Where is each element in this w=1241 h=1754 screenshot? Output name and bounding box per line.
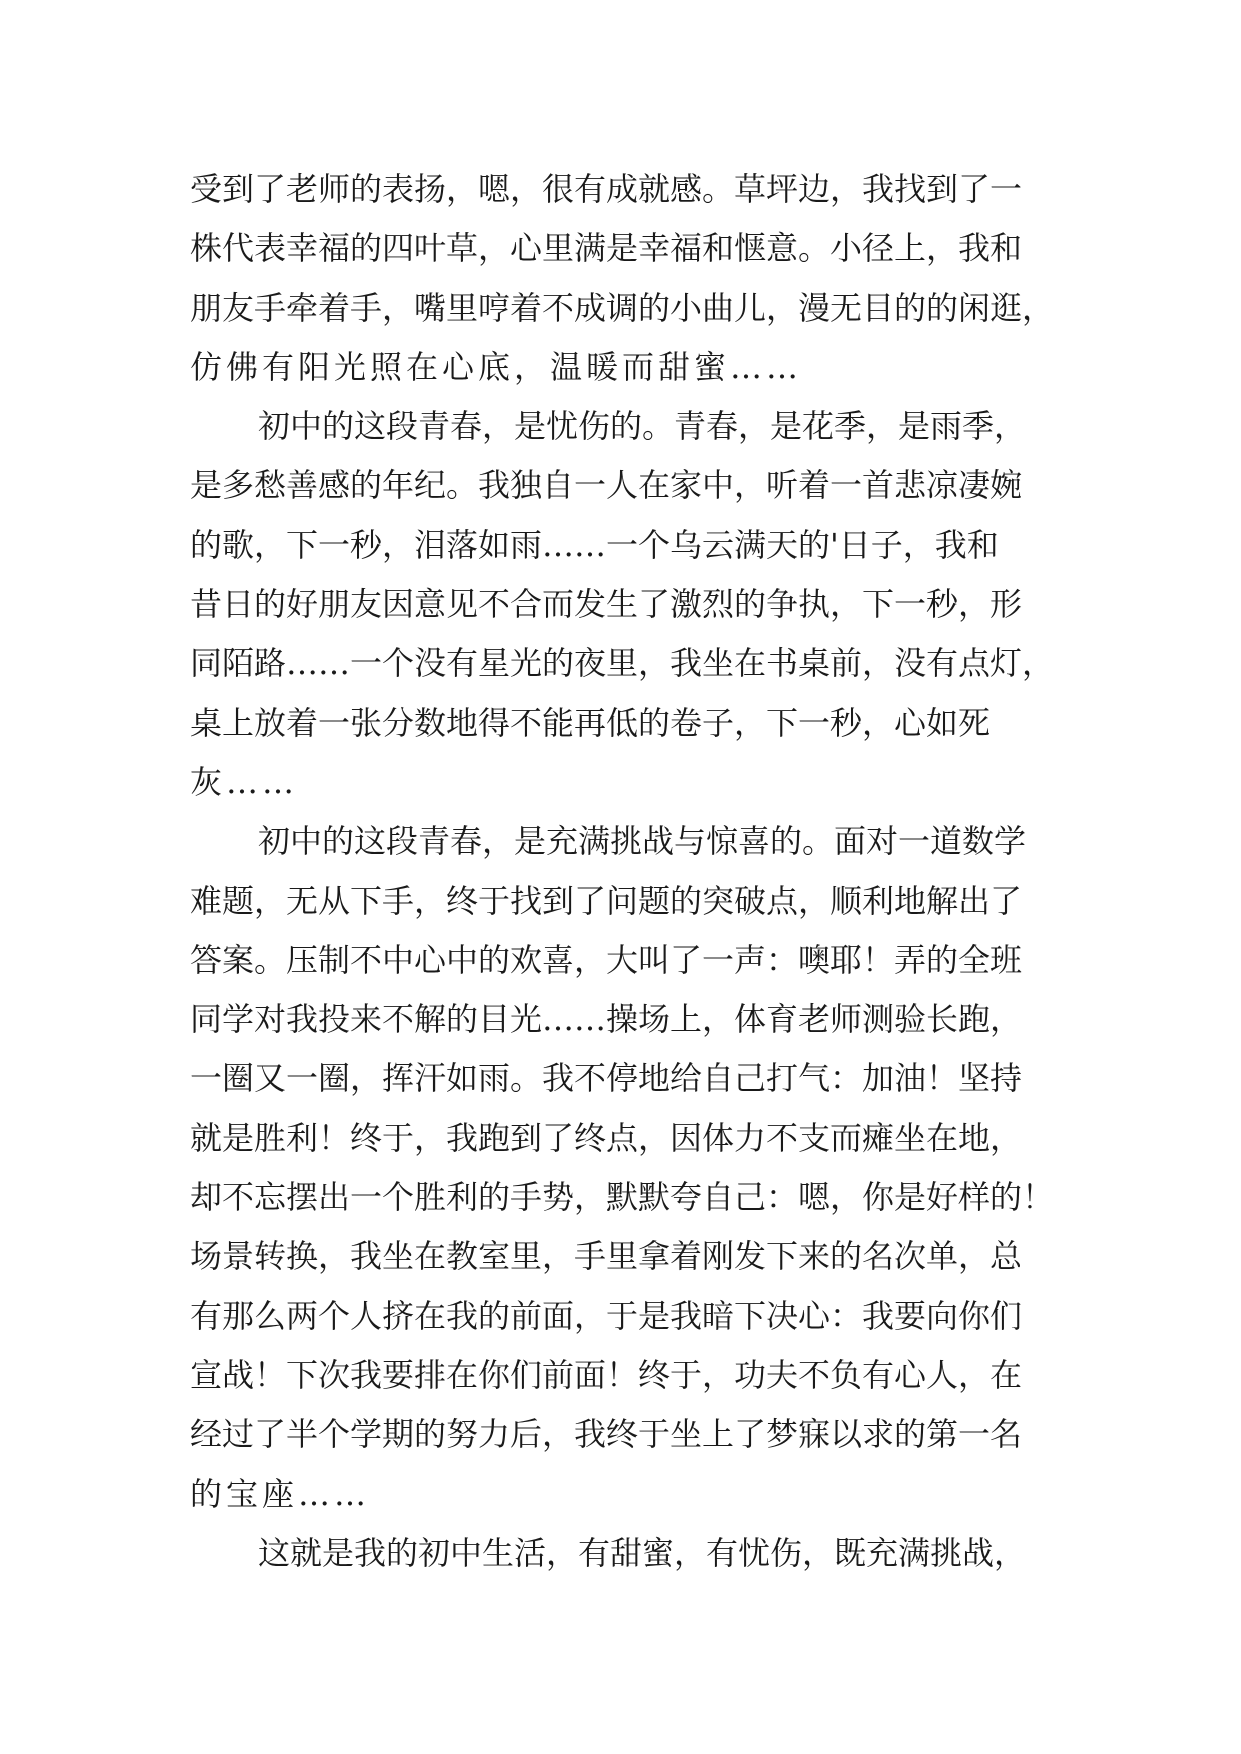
text-line: 灰…… — [190, 762, 299, 801]
text-line: 的宝座…… — [190, 1474, 371, 1513]
paragraph-first-line: 初中的这段青春，是充满挑战与惊喜的。面对一道数学 — [258, 822, 1027, 861]
text-line: 宣战！下次我要排在你们前面！终于，功夫不负有心人，在 — [190, 1355, 1023, 1394]
text-line: 仿佛有阳光照在心底，温暖而甜蜜…… — [190, 347, 803, 386]
text-line: 同陌路……一个没有星光的夜里，我坐在书桌前，没有点灯， — [190, 644, 1055, 683]
text-line: 昔日的好朋友因意见不合而发生了激烈的争执，下一秒，形 — [190, 585, 1023, 624]
text-line: 就是胜利！终于，我跑到了终点，因体力不支而瘫坐在地， — [190, 1118, 1023, 1157]
paragraph-first-line: 这就是我的初中生活，有甜蜜，有忧伤，既充满挑战， — [258, 1533, 1027, 1572]
text-line: 的歌，下一秒，泪落如雨……一个乌云满天的'日子，我和 — [190, 525, 999, 564]
text-line: 经过了半个学期的努力后，我终于坐上了梦寐以求的第一名 — [190, 1415, 1023, 1454]
text-line: 受到了老师的表扬，嗯，很有成就感。草坪边，我找到了一 — [190, 170, 1023, 208]
text-line: 同学对我投来不解的目光……操场上，体育老师测验长跑， — [190, 1000, 1023, 1039]
text-line: 却不忘摆出一个胜利的手势，默默夸自己：嗯，你是好样的！ — [190, 1178, 1055, 1217]
text-line: 场景转换，我坐在教室里，手里拿着刚发下来的名次单，总 — [190, 1237, 1023, 1276]
text-line: 桌上放着一张分数地得不能再低的卷子，下一秒，心如死 — [190, 703, 991, 742]
text-line: 株代表幸福的四叶草，心里满是幸福和惬意。小径上，我和 — [190, 229, 1023, 268]
text-line: 朋友手牵着手，嘴里哼着不成调的小曲儿，漫无目的的闲逛， — [190, 288, 1055, 327]
text-line: 难题，无从下手，终于找到了问题的突破点，顺利地解出了 — [190, 881, 1023, 920]
text-line: 是多愁善感的年纪。我独自一人在家中，听着一首悲凉凄婉 — [190, 466, 1023, 505]
text-line: 一圈又一圈，挥汗如雨。我不停地给自己打气：加油！坚持 — [190, 1059, 1023, 1098]
essay-body — [190, 160, 1060, 1583]
text-line: 有那么两个人挤在我的前面，于是我暗下决心：我要向你们 — [190, 1296, 1023, 1335]
text-line: 答案。压制不中心中的欢喜，大叫了一声：噢耶！弄的全班 — [190, 940, 1023, 979]
paragraph-first-line: 初中的这段青春，是忧伤的。青春，是花季，是雨季， — [258, 407, 1027, 446]
